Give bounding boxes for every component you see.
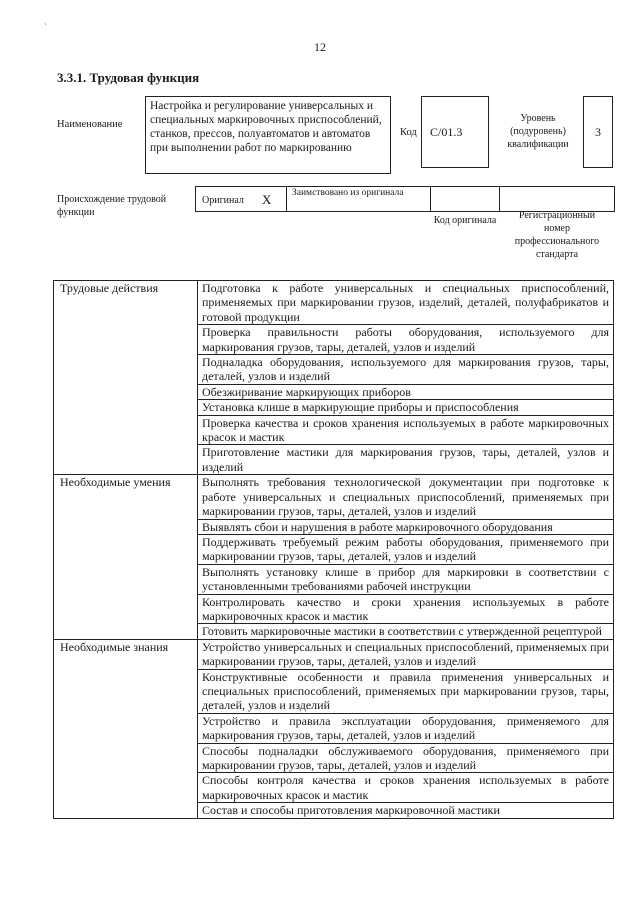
code-value: C/01.3: [430, 125, 463, 139]
original-mark: X: [262, 192, 272, 207]
table-cell: Проверка правильности работы оборудования, используемого для маркирования грузов, тары, деталей, узлов и изделий: [198, 325, 614, 355]
table-cell: Готовить маркировочные мастики в соответствии с утвержденной рецептурой: [198, 624, 614, 639]
table-cell: Проверка качества и сроков хранения используемых в работе маркировочных красок и мастик: [198, 415, 614, 445]
page-number: 12: [314, 40, 326, 54]
table-cell: Обезжиривание маркирующих приборов: [198, 384, 614, 399]
reg-number-label: Регистрационный номер профессионального стандарта: [514, 210, 600, 260]
borrowed-label: Заимствовано из оригинала: [292, 188, 404, 198]
code-original-label: Код оригинала: [433, 215, 497, 226]
table-cell: Устройство и правила эксплуатации оборудования, применяемого для маркирования грузов, тары, деталей, узлов и изделий: [198, 713, 614, 743]
table-row: [54, 639, 614, 669]
table-cell: Поддерживать требуемый режим работы оборудования, применяемого при маркировании грузов, тары, деталей, узлов и изделий: [198, 534, 614, 564]
table-cell: Конструктивные особенности и правила применения универсальных и специальных приспособлений, применяемых при маркировании грузов, тары, деталей, узлов и изделий: [198, 669, 614, 713]
table-row: [54, 475, 614, 519]
table-cell: Подготовка к работе универсальных и специальных приспособлений, применяемых при маркировании грузов, изделий, деталей, полуфабрикатов и готовой продукции: [198, 281, 614, 325]
original-label: Оригинал: [202, 195, 244, 206]
function-name: Настройка и регулирование универсальных и специальных маркировочных приспособлений, станков, прессов, полуавтоматов и автоматов при выполнении работ по маркированию: [150, 100, 382, 154]
category-cell: Необходимые знания: [54, 639, 198, 818]
origin-borrowed-cell: [286, 186, 431, 212]
level-value: 3: [595, 125, 601, 139]
function-table: [53, 280, 614, 819]
table-cell: Установка клише в маркирующие приборы и приспособления: [198, 400, 614, 415]
table-cell: Способы контроля качества и сроков хранения используемых в работе маркировочных красок и мастик: [198, 773, 614, 803]
origin-label: Происхождение трудовой функции: [57, 194, 167, 218]
function-name-box: [145, 96, 391, 174]
table-cell: Устройство универсальных и специальных приспособлений, применяемых при маркировании грузов, тары, деталей, узлов и изделий: [198, 639, 614, 669]
table-cell: Приготовление мастики для маркирования грузов, тары, деталей, узлов и изделий: [198, 445, 614, 475]
table-cell: Выполнять требования технологической документации при подготовке к работе универсальных и специальных приспособлений, применяемых при маркировании грузов, тары, деталей, узлов и изделий: [198, 475, 614, 519]
level-label: Уровень (подуровень) квалификации: [507, 113, 569, 150]
table-cell: Подналадка оборудования, используемого для маркирования грузов, тары, деталей, узлов и изделий: [198, 355, 614, 385]
table-cell: Выполнять установку клише в прибор для маркировки в соответствии с установленными требованиями рабочей инструкции: [198, 564, 614, 594]
code-label: Код: [400, 127, 417, 138]
origin-code-cell: [430, 186, 500, 212]
level-box: [583, 96, 613, 168]
table-cell: Контролировать качество и сроки хранения используемых в работе маркировочных красок и мастик: [198, 594, 614, 624]
table-row: [54, 281, 614, 325]
origin-original-cell: [195, 186, 287, 212]
table-cell: Выявлять сбои и нарушения в работе маркировочного оборудования: [198, 519, 614, 534]
code-box: [421, 96, 489, 168]
section-title: 3.3.1. Трудовая функция: [57, 70, 200, 85]
table-cell: Состав и способы приготовления маркировочной мастики: [198, 803, 614, 818]
name-label: Наименование: [57, 119, 123, 130]
table-cell: Способы подналадки обслуживаемого оборудования, применяемого при маркировании грузов, тары, деталей, узлов и изделий: [198, 743, 614, 773]
scan-mark: `: [44, 22, 47, 32]
category-cell: Трудовые действия: [54, 281, 198, 475]
category-cell: Необходимые умения: [54, 475, 198, 639]
